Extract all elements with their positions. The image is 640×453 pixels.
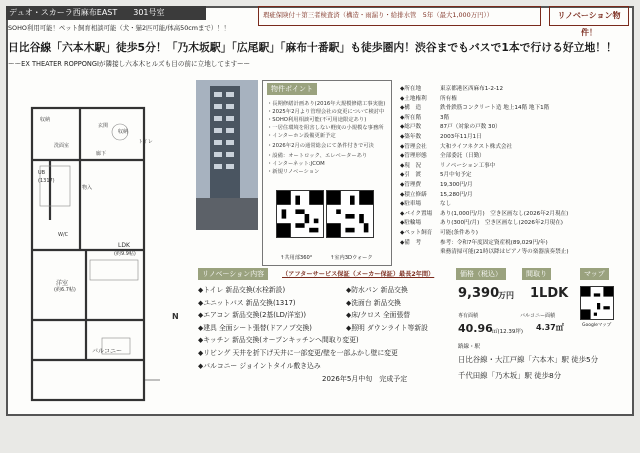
- point-item: ・2025年2月より管理会社の変更について検討中: [267, 109, 385, 115]
- spec-value: 乗務清掃可能(21時以降はピアノ等の楽器演奏禁止): [440, 249, 569, 256]
- point-item: ・長期修繕計画あり(2016年大規模修繕工事実施): [267, 101, 386, 107]
- north-icon: N: [172, 312, 179, 321]
- balcony-label: バルコニー面積: [520, 313, 556, 319]
- spec-value: 15,280円/月: [440, 191, 473, 198]
- room-label: トイレ: [138, 139, 153, 145]
- madori-label: 間取り: [522, 268, 551, 280]
- room-label: W/C: [58, 232, 69, 238]
- headline: 日比谷線「六本木駅」徒歩5分！「乃木坂駅」「広尾駅」「麻布十番駅」も徒歩圏内！渋谷までもバスで1本で行ける好立地！！: [8, 41, 617, 54]
- spec-key: ◆引 渡: [400, 172, 422, 179]
- room-label: (1317): [38, 178, 55, 184]
- spec-key: ◆管理費: [400, 182, 422, 188]
- area-unit: ㎡(12.39坪): [492, 329, 524, 335]
- reno-item: ◆洗面台 新品交換: [346, 298, 401, 307]
- point-item: ・SOHO利用相談可能(不可用途限定あり): [267, 117, 367, 123]
- spec-value: 参考：令和7年度固定資産税(89,029円/年): [440, 239, 548, 246]
- room-label: 洗面室: [54, 143, 70, 149]
- point-item: ・2026年2月の通常総会にて条件付きで可決: [267, 143, 374, 149]
- madori-value: 1LDK: [530, 286, 569, 301]
- spec-key: ◆駐車場: [400, 201, 422, 208]
- price-value: 9,390: [458, 286, 500, 301]
- spec-key: ◆構 造: [400, 105, 422, 112]
- access-line: 千代田線「乃木坂」駅 徒歩8分: [458, 371, 562, 380]
- balcony-value: 4.37㎡: [536, 323, 564, 332]
- point-item: ・インターネット:JCOM: [267, 161, 325, 167]
- reno-label: リノベーション内容: [198, 268, 268, 280]
- reno-item: ◆キッチン 新品交換(オープンキッチンへ間取り変更): [198, 336, 359, 345]
- reno-item: ◆バルコニー ジョイントタイル敷き込み: [198, 361, 321, 370]
- room-label: 物入: [82, 185, 93, 191]
- spec-value: なし: [440, 201, 452, 208]
- spec-value: 2003年11月1日: [440, 134, 482, 140]
- google-map-label: Googleマップ: [582, 323, 612, 328]
- spec-key: ◆ペット飼育: [400, 230, 433, 236]
- reno-item: ◆リビング 天井を折下げ天井に一部変更/壁を一部ふかし壁に変更: [198, 349, 398, 357]
- qr-code[interactable]: [326, 190, 374, 238]
- spec-key: ◆駐輪場: [400, 220, 422, 227]
- spec-value: 3階: [440, 114, 450, 121]
- room-label: 玄関: [98, 123, 109, 129]
- spec-value: リノベーション工事中: [440, 162, 496, 169]
- point-item: ・新規リノベーション: [267, 169, 320, 175]
- room-label: 収納: [40, 117, 51, 123]
- renovation-badge: リノベーション物件！: [549, 6, 629, 26]
- reno-item: ◆建具 全面シート張替(ドアノブ交換): [198, 323, 312, 332]
- reno-item: ◆床/クロス 全面張替: [346, 311, 411, 320]
- spec-value: 可能(条件あり): [440, 230, 478, 236]
- point-item: ・インターホン設備更新予定: [267, 133, 336, 139]
- map-qr-code[interactable]: [580, 286, 614, 320]
- reno-item: ◆ユニットバス 新品交換(1317): [198, 298, 296, 307]
- map-label: マップ: [580, 268, 609, 280]
- notes: SOHO利用可能！ペット飼育相談可能（犬・猫2匹可能/体高50cmまで）！！: [8, 24, 230, 32]
- spec-value: あり(1,000円/月) 空き区画なし(2026年2月現在): [440, 210, 569, 217]
- access-label: 路線・駅: [458, 344, 481, 350]
- subline: ーーEX THEATER ROPPONGIが隣接し六本木ヒルズも目の前に立地してますーー: [8, 60, 251, 68]
- room-label: 洋室: [56, 280, 69, 287]
- building-photo: [196, 80, 258, 230]
- point-item: ・一居住環境を阻害しない軽度の小規模な事務所: [267, 125, 384, 131]
- spec-key: ◆備 考: [400, 239, 422, 246]
- spec-value: 19,300円/月: [440, 182, 473, 188]
- spec-key: ◆所在地: [400, 86, 422, 92]
- access-line: 日比谷線・大江戸線「六本木」駅 徒歩5分: [458, 355, 599, 364]
- complete-date: 2026年5月中旬 完成予定: [322, 375, 408, 383]
- spec-value: 東京都港区西麻布1-2-12: [440, 86, 504, 92]
- warranty-keywords: 瑕疵保険付＋第三者検査済（構造・雨漏り・給排水管 5年（最大1,000万円））: [258, 6, 541, 26]
- warranty-note: （アフターサービス保証（メーカー保証）最長2年間）: [282, 271, 435, 278]
- qr-caption: ↑共用部360°: [280, 255, 313, 261]
- spec-key: ◆総戸数: [400, 124, 422, 131]
- spec-value: 5月中旬予定: [440, 172, 472, 179]
- spec-key: ◆バイク置場: [400, 210, 433, 217]
- reno-item: ◆防水パン 新品交換: [346, 286, 408, 294]
- spec-value: あり(300円/月) 空き区画なし(2026年2月現在): [440, 220, 563, 227]
- spec-value: 鉄骨鉄筋コンクリート造 地上14階 地下1階: [440, 105, 550, 112]
- reno-item: ◆照明 ダウンライト等新設: [346, 323, 428, 332]
- spec-key: ◆積立修繕: [400, 191, 427, 198]
- room-label: LDK: [118, 242, 130, 249]
- spec-key: ◆現 況: [400, 162, 422, 169]
- spec-key: ◆管理会社: [400, 143, 427, 150]
- spec-value: 大和ライフネクスト株式会社: [440, 143, 513, 150]
- room-label: 廊下: [96, 151, 107, 157]
- point-label: 物件ポイント: [267, 83, 317, 95]
- spec-key: ◆築年数: [400, 134, 422, 140]
- room-label: UB: [38, 170, 46, 176]
- point-item: ・設備：オートロック、エレベーターあり: [267, 153, 368, 159]
- area-label: 専有面積: [458, 313, 479, 319]
- floor-plan: [10, 100, 190, 412]
- spec-value: 所有権: [440, 95, 457, 102]
- reno-item: ◆エアコン 新品交換(2基(LD/洋室)): [198, 311, 307, 320]
- qr-code[interactable]: [276, 190, 324, 238]
- reno-item: ◆トイレ 新品交換(水栓新設): [198, 286, 286, 294]
- price-unit: 万円: [498, 291, 514, 300]
- area-value: 40.96: [458, 322, 493, 335]
- spec-value: 全部委託（日勤）: [440, 153, 485, 160]
- spec-key: ◆土地権利: [400, 95, 427, 102]
- room-label: (約9.9帖): [114, 251, 136, 257]
- spec-value: 87戸（対象の戸数 30）: [440, 124, 501, 131]
- spec-key: ◆所在階: [400, 114, 422, 121]
- room-label: バルコニー: [92, 348, 123, 355]
- spec-key: ◆管理形態: [400, 153, 427, 160]
- price-label: 価格（税込）: [456, 268, 506, 280]
- room-label: (約6.7帖): [54, 287, 76, 293]
- building-name: デュオ・スカーラ西麻布EAST 301号室: [6, 6, 206, 20]
- room-label: 収納: [118, 129, 129, 135]
- qr-caption: ↑室内3Dウォーク: [330, 255, 373, 261]
